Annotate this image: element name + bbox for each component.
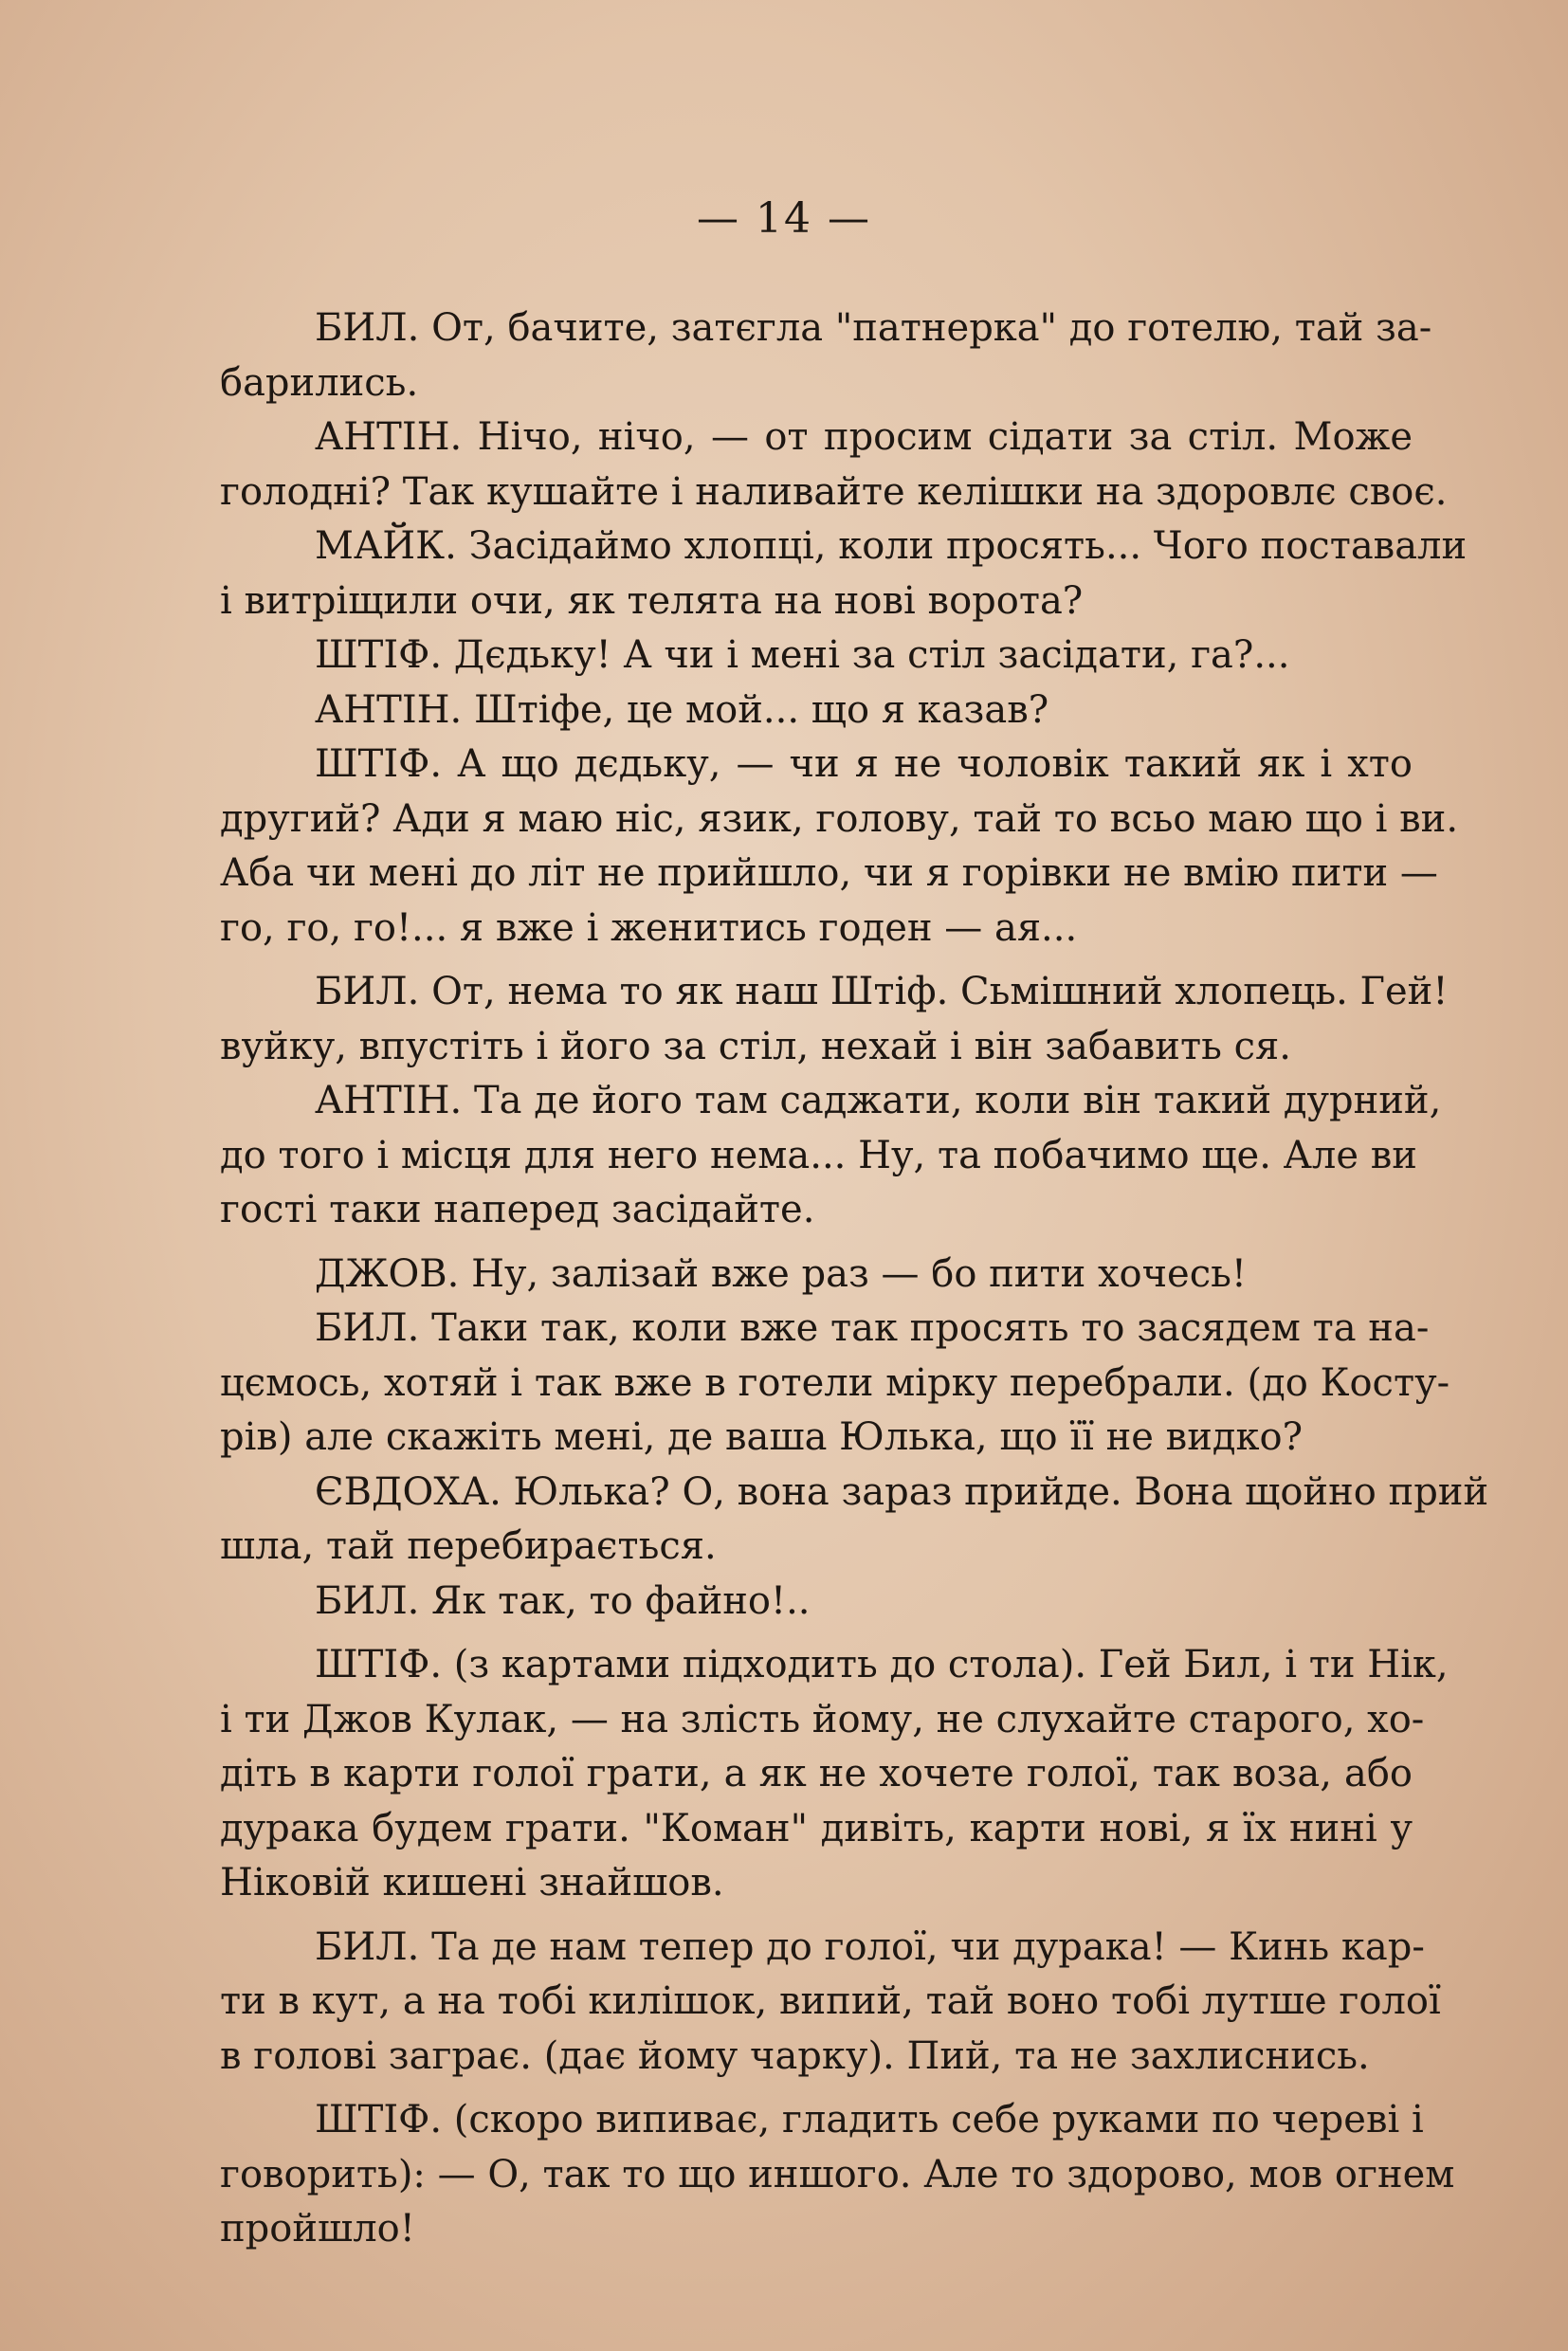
text-line: Ніковій кишені знайшов. <box>220 1861 724 1904</box>
text-line: БИЛ. От, нема то як наш Штіф. Сьмішний хлопець. Гей! <box>315 970 1449 1013</box>
text-line: діть в карти голої грати, а як не хочете голої, так воза, або <box>220 1752 1413 1795</box>
text-line: ДЖОВ. Ну, залізай вже раз — бо пити хочесь! <box>315 1251 1247 1296</box>
text-line: ШТІФ. (з картами підходить до стола). Гей Бил, і ти Нік, <box>315 1643 1449 1686</box>
text-line: і ти Джов Кулак, — на злість йому, не слухайте старого, хо- <box>220 1697 1425 1741</box>
text-line: Аба чи мені до літ не прийшло, чи я горівки не вмію пити — <box>220 851 1438 895</box>
text-line: ШТІФ. Дєдьку! А чи і мені за стіл засідати, га?... <box>315 633 1290 677</box>
text-line: в голові заграє. (дає йому чарку). Пий, та не захлиснись. <box>220 2033 1370 2078</box>
text-line: АНТІН. Нічо, нічо, — от просим сідати за стіл. Може <box>315 415 1413 459</box>
text-line: АНТІН. Та де його там саджати, коли він такий дурний, <box>315 1079 1442 1122</box>
body-text <box>220 301 1489 2257</box>
text-line: до того і місця для него нема... Ну, та побачимо ще. Але ви <box>220 1133 1417 1177</box>
text-line: пройшло! <box>220 2207 415 2251</box>
text-line: БИЛ. Таки так, коли вже так просять то засядем та на- <box>315 1306 1430 1350</box>
text-line: АНТІН. Штіфе, це мой... що я казав? <box>315 687 1049 732</box>
text-line: гості таки наперед засідайте. <box>220 1188 815 1231</box>
text-line: барились. <box>220 360 419 405</box>
text-line: ти в кут, а на тобі килішок, випий, тай воно тобі лутше голої <box>220 1979 1441 2023</box>
text-line: БИЛ. От, бачите, затєгла "патнерка" до готелю, тай за- <box>315 306 1432 350</box>
text-line: цємось, хотяй і так вже в готели мірку перебрали. (до Косту- <box>220 1360 1450 1405</box>
text-line: БИЛ. Як так, то файно!.. <box>315 1578 811 1623</box>
text-line: шла, тай перебирається. <box>220 1524 717 1568</box>
text-line: го, го, го!... я вже і женитись годен — ая... <box>220 905 1078 950</box>
text-line: голодні? Так кушайте і наливайте келішки на здоровлє своє. <box>220 469 1448 514</box>
text-line: БИЛ. Та де нам тепер до голої, чи дурака! — Кинь кар- <box>315 1924 1425 1969</box>
text-line: говорить): — О, так то що иншого. Але то здорово, мов огнем <box>220 2152 1455 2196</box>
text-line: другий? Ади я маю ніс, язик, голову, тай то всьо маю що і ви. <box>220 796 1459 841</box>
text-line: ШТІФ. (скоро випиває, гладить себе руками по череві і <box>315 2098 1424 2141</box>
text-line: вуйку, впустіть і його за стіл, нехай і він забавить ся. <box>220 1024 1291 1068</box>
text-line: ШТІФ. А що дєдьку, — чи я не чоловік такий як і хто <box>315 742 1413 786</box>
text-line: рів) але скажіть мені, де ваша Юлька, що її не видко? <box>220 1415 1304 1459</box>
page-number: — 14 — <box>697 194 871 243</box>
text-line: ЄВДОХА. Юлька? О, вона зараз прийде. Вона щойно прий <box>315 1469 1489 1514</box>
text-line: дурака будем грати. "Коман" дивіть, карти нові, я їх нині у <box>220 1806 1413 1850</box>
text-line: МАЙК. Засідаймо хлопці, коли просять... Чого поставали <box>315 524 1468 568</box>
text-line: і витріщили очи, як телята на нові ворота? <box>220 578 1084 623</box>
